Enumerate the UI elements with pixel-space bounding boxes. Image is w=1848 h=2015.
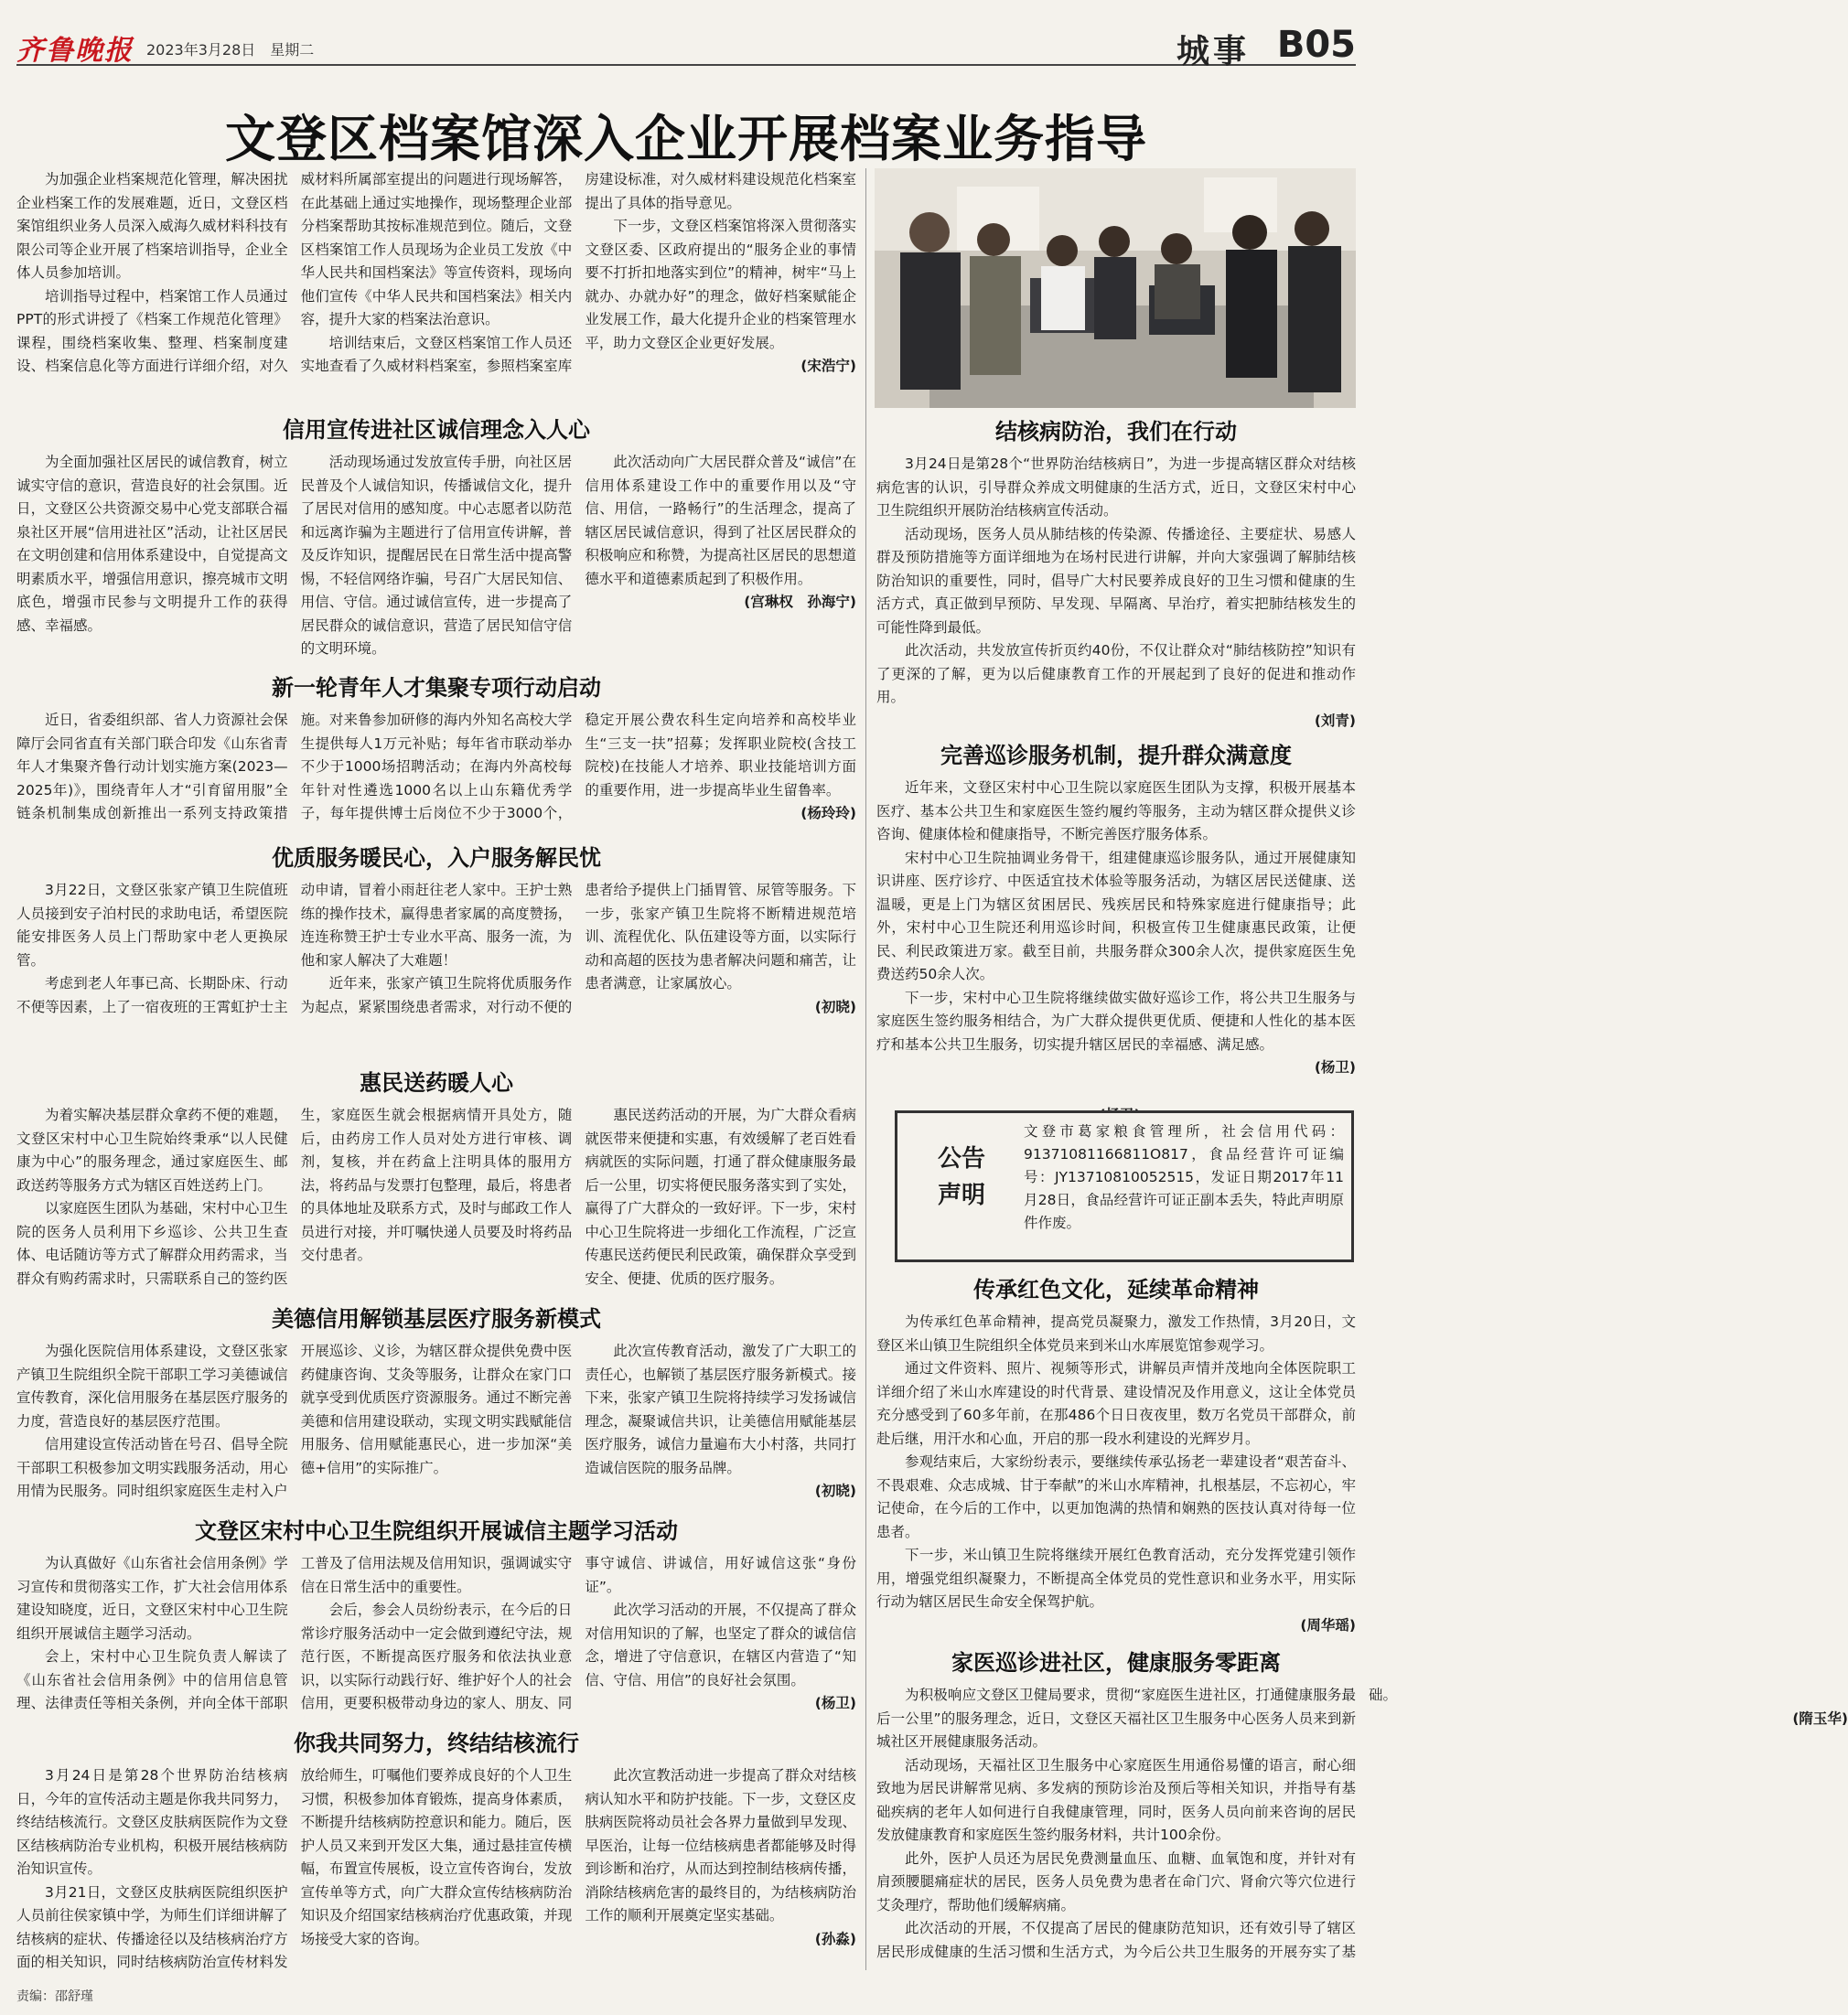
article-tb-action xyxy=(876,413,1356,732)
paragraph: 参观结束后，大家纷纷表示，要继续传承弘扬老一辈建设者“艰苦奋斗、不畏艰难、众志成城、甘于奉献”的米山水库精神，扎根基层，不忘初心，牢记使命，在今后的工作中，以更加饱满的热情和娴熟的医技认真对待每一位患者。 xyxy=(876,1453,1356,1540)
article-archives xyxy=(16,168,856,408)
article-family-doctor xyxy=(876,1645,1848,1979)
paragraph: 此次学习活动的开展，不仅提高了群众对信用知识的了解，也坚定了群众的诚信信念，增进了守信意识，在辖区内营造了“知信、守信、用信”的良好社会氛围。 xyxy=(585,1602,856,1688)
byline: (周华瑶) xyxy=(1300,1616,1356,1634)
notice-text: 文登市葛家粮食管理所，社会信用代码：91371081166811O817，食品经营许可证编号：JY13710810052515，发证日期2017年11月28日，食品经营许可证正副本丢失，特此声明原件作废。 xyxy=(1024,1123,1344,1231)
paragraph: 3月24日是第28个世界防治结核病日，今年的宣传活动主题是你我共同努力，终结结核流行。文登区皮肤病医院作为文登区结核病防治专业机构，积极开展结核病防治知识宣传。 xyxy=(16,1767,288,1877)
paragraph: 3月21日，文登区皮肤病医院组织医护人员前往侯家镇中学，为师生们详细讲解了结核病的症状、传播途径以及结核病治疗方面的相关知识，同时结核病防治宣传材料发放给师生，叮嘱他们要养成良好的个人卫生习惯，积极参加体育锻炼，提高身体素质，不断提升结核病防控意识和能力。随后，医护人员又来到开发区大集，通过悬挂宣传横幅，布置宣传展板，设立宣传咨询台，发放宣传单等方式，向广大群众宣传结核病防治知识及介绍国家结核病治疗优惠政策，并现场接受大家的咨询。 xyxy=(16,1767,573,1970)
public-notice-box xyxy=(895,1110,1354,1262)
paragraph: 为积极响应文登区卫健局要求，贯彻“家庭医生进社区，打通健康服务最后一公里”的服务理念，近日，文登区天福社区卫生服务中心医务人员来到新城社区开展健康服务活动。 xyxy=(876,1687,1356,1750)
article-talent xyxy=(16,670,856,834)
paragraph: 为强化医院信用体系建设，文登区张家产镇卫生院组织全院干部职工学习美德诚信宣传教育，深化信用服务在基层医疗服务的力度，营造良好的基层医疗范围。 xyxy=(16,1343,288,1430)
paragraph: 此次活动，共发放宣传折页约40份，不仅让群众对“肺结核防控”知识有了更深的了解，更为以后健康教育工作的开展起到了良好的促进和推动作用。 xyxy=(876,642,1356,705)
article-body xyxy=(16,1340,856,1510)
page-footer-editor: 责编：邵舒瑾 xyxy=(16,1989,93,2004)
paragraph: 此次活动的开展，不仅提高了居民的健康防范知识，还有效引导了辖区居民形成健康的生活习惯和生活方式，为今后公共卫生服务的开展夯实了基础。 xyxy=(876,1687,1398,1960)
paragraph: 为着实解决基层群众拿药不便的难题，文登区宋村中心卫生院始终秉承“以人民健康为中心”的服务理念，通过家庭医生、邮政送药等服务方式为辖区百姓送药上门。 xyxy=(16,1107,288,1194)
article-body xyxy=(876,777,1356,1109)
paragraph: 近年来，文登区宋村中心卫生院以家庭医生团队为支撑，积极开展基本医疗、基本公共卫生和家庭医生签约履约等服务，主动为辖区群众提供义诊咨询、健康体检和健康指导，不断完善医疗服务体系。 xyxy=(876,779,1356,842)
paragraph: 下一步，宋村中心卫生院将继续做实做好巡诊工作，将公共卫生服务与家庭医生签约服务相结合，为广大群众提供更优质、便捷和人性化的基本医疗和基本公共卫生服务，切实提升辖区居民的幸福感、满足感。 xyxy=(876,989,1356,1053)
byline: (杨玲玲) xyxy=(800,805,856,821)
paragraph: 会上，宋村中心卫生院负责人解读了《山东省社会信用条例》中的信用信息管理、法律责任等相关条例，并向全体干部职工普及了信用法规及信用知识，强调诚实守信在日常生活中的重要性。 xyxy=(16,1555,573,1711)
section-name: 城事 xyxy=(1176,32,1250,70)
article-songcun-credit xyxy=(16,1513,856,1720)
article-patrol xyxy=(876,737,1356,1105)
people-at-computers-photo xyxy=(875,168,1356,408)
paragraph: 考虑到老人年事已高、长期卧床、行动不便等因素，上了一宿夜班的王霄虹护士主动申请，冒着小雨赶往老人家中。王护士熟练的操作技术，赢得患者家属的高度赞扬，连连称赞王护士专业水平高、服务一流，为他和家人解决了大难题！ xyxy=(16,882,573,1015)
paragraph: 会后，参会人员纷纷表示，在今后的日常诊疗服务活动中一定会做到遵纪守法，规范行医，不断提高医疗服务和依法执业意识，以实际行动践行好、维护好个人的社会信用，更要积极带动身边的家人、朋友、同事守诚信、讲诚信，用好诚信这张“身份证”。 xyxy=(300,1555,856,1711)
article-credit-medical xyxy=(16,1301,856,1507)
paragraph: 惠民送药活动的开展，为广大群众看病就医带来便捷和实惠，有效缓解了老百姓看病就医的实际问题，打通了群众健康服务最后一公里，切实将便民服务落实到了实处，赢得了广大群众的一致好评。下一步，宋村中心卫生院将进一步细化工作流程，广泛宣传惠民送药便民利民政策，确保群众享受到安全、便捷、优质的医疗服务。 xyxy=(585,1107,856,1287)
paragraph: 下一步，文登区档案馆将深入贯彻落实文登区委、区政府提出的“服务企业的事情要不打折扣地落实到位”的精神，树牢“马上就办、办就办好”的理念，做好档案赋能企业发展工作，最大化提升企业的档案管理水平，助力文登区企业更好发展。 xyxy=(585,218,856,351)
article-body xyxy=(16,168,856,408)
paragraph: 下一步，米山镇卫生院将继续开展红色教育活动，充分发挥党建引领作用，增强党组织凝聚力，不断提高全体党员的党性意识和业务水平，用实际行动为辖区居民生命安全保驾护航。 xyxy=(876,1547,1356,1610)
article-credit-community xyxy=(16,412,856,664)
paragraph: 为传承红色革命精神，提高党员凝聚力，激发工作热情，3月20日，文登区米山镇卫生院组织全体党员来到米山水库展览馆参观学习。 xyxy=(876,1313,1356,1354)
notice-title-line: 声明 xyxy=(937,1182,985,1209)
notice-title-line: 公告 xyxy=(937,1145,985,1173)
article-body xyxy=(16,1104,856,1298)
article-title: 结核病防治，我们在行动 xyxy=(995,418,1237,445)
article-title: 传承红色文化，延续革命精神 xyxy=(973,1276,1259,1302)
paragraph: 活动现场，医务人员从肺结核的传染源、传播途径、主要症状、易感人群及预防措施等方面详细地为在场村民进行讲解，并向大家强调了解肺结核防治知识的重要性，同时，倡导广大村民要养成良好的卫生习惯和健康的生活方式，真正做到早预防、早发现、早隔离、早治疗，着实把肺结核发生的可能性降到最低。 xyxy=(876,525,1356,636)
article-red-culture xyxy=(876,1271,1356,1637)
article-title: 你我共同努力，终结结核流行 xyxy=(294,1730,579,1756)
paragraph: 此次宣传教育活动，激发了广大职工的责任心，也解锁了基层医疗服务新模式。接下来，张家产镇卫生院将持续学习发扬诚信理念，凝聚诚信共识，让美德信用赋能基层医疗服务，诚信力量遍布大小村落，共同打造诚信医院的服务品牌。 xyxy=(585,1343,856,1476)
paragraph: 活动现场通过发放宣传手册，向社区居民普及个人诚信知识，传播诚信文化，提升了居民对信用的感知度。中心志愿者以防范和远离诈骗为主题进行了信用宣传讲解，普及反诈知识，提醒居民在日常生活中提高警惕，不轻信网络诈骗，号召广大居民知信、用信、守信。通过诚信宣传，进一步提高了居民群众的诚信意识，营造了居民知信守信的文明环境。 xyxy=(300,454,573,657)
paragraph: 近日，省委组织部、省人力资源社会保障厅会同省直有关部门联合印发《山东省青年人才集聚齐鲁行动计划实施方案(2023—2025年)》，围绕青年人才“引育留用服”全链条机制集成创新推出一系列支持政策措施。对来鲁参加研修的海内外知名高校大学生提供每人1万元补贴；每年省市联动举办不少于1000场招聘活动；在海内外高校每年针对性遴选1000名以上山东籍优秀学子，每年提供博士后岗位不少于3000个，稳定开展公费农科生定向培养和高校毕业生“三支一扶”招募；发挥职业院校(含技工院校)在技能人才培养、职业技能培训方面的重要作用，进一步提高毕业生留鲁率。 xyxy=(16,712,856,821)
article-title: 文登区宋村中心卫生院组织开展诚信主题学习活动 xyxy=(195,1517,678,1544)
page-number: B05 xyxy=(1276,24,1356,66)
byline: (初晓) xyxy=(814,998,856,1015)
byline: (宋浩宁) xyxy=(800,358,856,374)
article-body xyxy=(16,1764,856,1982)
paragraph: 培训指导过程中，档案馆工作人员通过PPT的形式讲授了《档案工作规范化管理》课程，围绕档案收集、整理、档案制度建设、档案信息化等方面进行详细介绍，对久威材料所属部室提出的问题进行现场解答，在此基础上通过实地操作，现场整理企业部分档案帮助其按标准规范到位。随后，文登区档案馆工作人员现场为企业员工发放《中华人民共和国档案法》等宣传资料，现场向他们宣传《中华人民共和国档案法》相关内容，提升大家的档案法治意识。 xyxy=(16,171,573,374)
byline: (杨卫) xyxy=(1314,1059,1356,1076)
paragraph: 此次宣教活动进一步提高了群众对结核病认知水平和防护技能。下一步，文登区皮肤病医院将动员社会各界力量做到早发现、早医治，让每一位结核病患者都能够及时得到诊断和治疗，从而达到控制结核病传播，消除结核病危害的最终目的，为结核病防治工作的顺利开展奠定坚实基础。 xyxy=(585,1767,856,1924)
paragraph: 3月24日是第28个“世界防治结核病日”，为进一步提高辖区群众对结核病危害的认识，引导群众养成文明健康的生活方式，近日，文登区宋村中心卫生院组织开展防治结核病宣传活动。 xyxy=(876,456,1356,519)
article-title: 信用宣传进社区诚信理念入人心 xyxy=(283,416,590,443)
column-divider xyxy=(865,168,866,1970)
article-title: 新一轮青年人才集聚专项行动启动 xyxy=(272,674,601,701)
paragraph: 3月22日，文登区张家产镇卫生院值班人员接到安子泊村民的求助电话，希望医院能安排医务人员上门帮助家中老人更换尿管。 xyxy=(16,882,288,969)
paragraph: 活动现场，天福社区卫生服务中心家庭医生用通俗易懂的语言，耐心细致地为居民讲解常见病、多发病的预防诊治及预后等相关知识，并指导有基础疾病的老年人如何进行自我健康管理，同时，医务人员向前来咨询的居民发放健康教育和家庭医生签约服务材料，共计100余份。 xyxy=(876,1756,1356,1843)
article-body xyxy=(876,1684,1848,1984)
newspaper-logo: 齐鲁晚报 xyxy=(16,35,134,67)
issue-date: 2023年3月28日 星期二 xyxy=(146,41,315,59)
notice-title xyxy=(907,1122,1016,1250)
article-title: 美德信用解锁基层医疗服务新模式 xyxy=(272,1305,601,1332)
paragraph: 为全面加强社区居民的诚信教育，树立诚实守信的意识，营造良好的社会氛围。近日，文登区公共资源交易中心党支部联合福泉社区开展“信用进社区”活动，让社区居民在文明创建和信用体系建设中，自觉提高文明素质水平，增强信用意识，擦亮城市文明底色，增强市民参与文明提升工作的获得感、幸福感。 xyxy=(16,454,288,634)
byline: (隋玉华) xyxy=(1792,1710,1848,1727)
article-medicine-delivery xyxy=(16,1065,856,1295)
paragraph: 近年来，张家产镇卫生院将优质服务作为起点，紧紧围绕患者需求，对行动不便的患者给予提供上门插胃管、尿管等服务。下一步，张家产镇卫生院将不断精进规范培训、流程优化、队伍建设等方面，以实际行动和高超的医技为患者解决问题和痛苦，让患者满意，让家属放心。 xyxy=(300,882,856,1015)
article-home-service xyxy=(16,840,856,1059)
article-title: 优质服务暖民心，入户服务解民忧 xyxy=(272,844,601,871)
byline: (宫琳权 孙海宁) xyxy=(744,594,856,610)
paragraph: 通过文件资料、照片、视频等形式，讲解员声情并茂地向全体医院职工详细介绍了米山水库建设的时代背景、建设情况及作用意义，这让全体党员充分感受到了60多年前，在那486个日日夜夜里，数万名党员干部群众，前赴后继，用汗水和心血，开启的那一段水利建设的光辉岁月。 xyxy=(876,1360,1356,1447)
paragraph: 以家庭医生团队为基础，宋村中心卫生院的医务人员利用下乡巡诊、公共卫生查体、电话随访等方式了解群众用药需求，当群众有购药需求时，只需联系自己的签约医生，家庭医生就会根据病情开具处方，随后，由药房工作人员对处方进行审核、调剂，复核，并在药盒上注明具体的服用方法，将药品与发票打包整理，最后，将患者的具体地址及联系方式，及时与邮政工作人员进行对接，并叮嘱快递人员要及时将药品交付患者。 xyxy=(16,1107,573,1287)
masthead xyxy=(16,24,1356,70)
paragraph: 宋村中心卫生院抽调业务骨干，组建健康巡诊服务队，通过开展健康知识讲座、医疗诊疗、中医适宜技术体验等服务活动，为辖区居民送健康、送温暖，更是上门为辖区贫困居民、残疾居民和特殊家庭进行健康指导；此外，宋村中心卫生院还利用巡诊时间，积极宣传卫生健康惠民政策，让便民、利民政策进万家。截至目前，共服务群众300余人次，提供家庭医生免费送药50余人次。 xyxy=(876,849,1356,982)
article-body xyxy=(16,879,856,1062)
paragraph: 信用建设宣传活动皆在号召、倡导全院干部职工积极参加文明实践服务活动，用心用情为民服务。同时组织家庭医生走村入户开展巡诊、义诊，为辖区群众提供免费中医药健康咨询、艾灸等服务，让群众在家门口就享受到优质医疗资源服务。通过不断完善美德和信用建设联动，实现文明实践赋能信用服务、信用赋能惠民心，进一步加深“美德+信用”的实际推广。 xyxy=(16,1343,573,1499)
byline: (杨卫) xyxy=(814,1695,856,1711)
article-body xyxy=(16,451,856,667)
paragraph: 此次活动向广大居民群众普及“诚信”在信用体系建设工作中的重要作用以及“守信、用信，一路畅行”的生活理念，提高了辖区居民诚信意识，得到了社区居民群众的积极响应和称赞，为提高社区居民的思想道德水平和道德素质起到了积极作用。 xyxy=(585,454,856,587)
paragraph: 为认真做好《山东省社会信用条例》学习宣传和贯彻落实工作，扩大社会信用体系建设知晓度，近日，文登区宋村中心卫生院组织开展诚信主题学习活动。 xyxy=(16,1555,288,1642)
paragraph: 此外，医护人员还为居民免费测量血压、血糖、血氧饱和度，并针对有肩颈腰腿痛症状的居民，医务人员免费为患者在命门穴、肾俞穴等穴位进行艾灸理疗，帮助他们缓解病痛。 xyxy=(876,1849,1356,1913)
article-body xyxy=(876,453,1356,736)
byline: (刘青) xyxy=(1314,712,1356,729)
paragraph: 培训结束后，文登区档案馆工作人员还实地查看了久威材料档案室，参照档案室库房建设标准，对久威材料建设规范化档案室提出了具体的指导意见。 xyxy=(300,171,856,374)
article-title: 惠民送药暖人心 xyxy=(360,1069,513,1096)
page-headline: 文登区档案馆深入企业开展档案业务指导 xyxy=(224,109,1147,168)
article-tb-skin xyxy=(16,1725,856,1979)
article-body xyxy=(16,1552,856,1722)
article-body xyxy=(16,709,856,837)
article-title: 完善巡诊服务机制，提升群众满意度 xyxy=(940,742,1292,768)
byline: (孙淼) xyxy=(814,1930,856,1947)
byline: (初晓) xyxy=(814,1483,856,1499)
article-body xyxy=(876,1311,1356,1642)
paragraph: 为加强企业档案规范化管理，解决困扰企业档案工作的发展难题，近日，文登区档案馆组织业务人员深入威海久威材料科技有限公司等企业开展了档案培训指导，企业全体人员参加培训。 xyxy=(16,171,288,281)
article-title: 家医巡诊进社区，健康服务零距离 xyxy=(951,1649,1281,1676)
